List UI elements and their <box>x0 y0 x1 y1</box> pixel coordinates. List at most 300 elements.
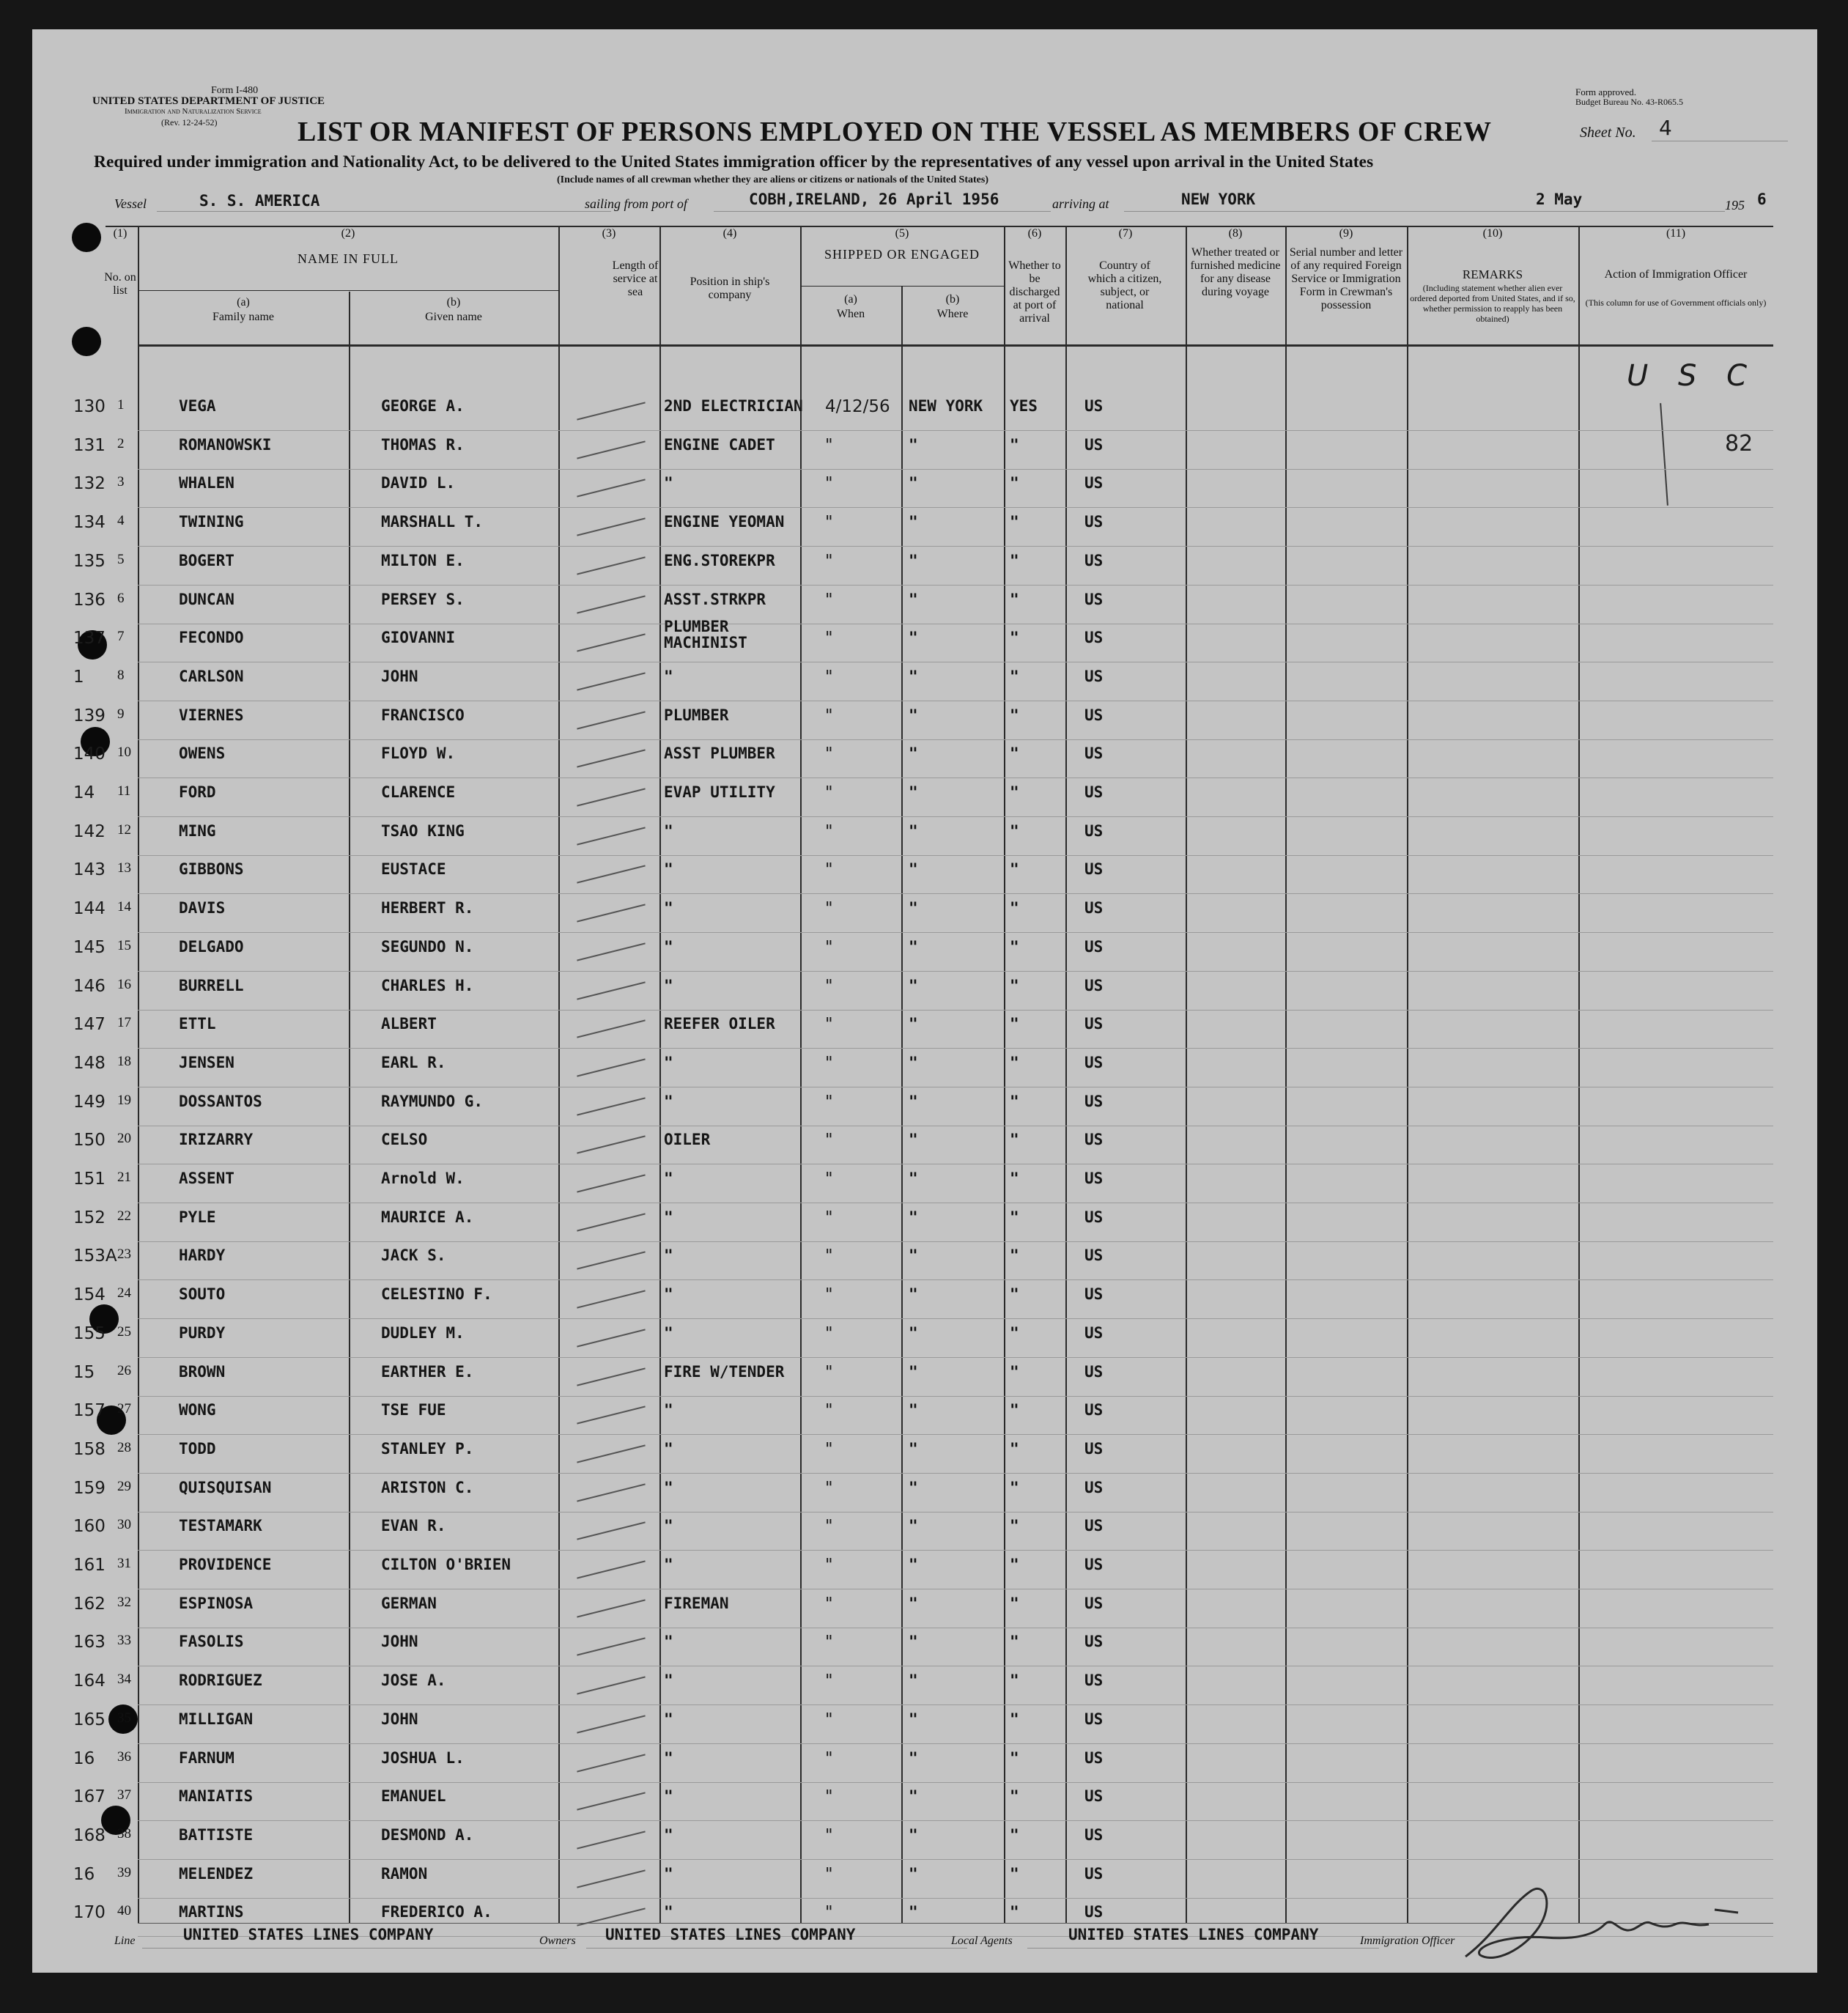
revision: (Rev. 12-24-52) <box>161 117 218 128</box>
family-name: FARNUM <box>179 1749 234 1767</box>
table-row <box>32 1051 1817 1090</box>
position: " <box>664 1710 673 1728</box>
punch-hole <box>72 223 101 252</box>
country: US <box>1084 1672 1104 1689</box>
length-of-service-mark <box>577 1213 646 1231</box>
shipped-when: " <box>825 513 833 532</box>
discharged: " <box>1010 1826 1019 1844</box>
family-name: DOSSANTOS <box>179 1093 262 1110</box>
position: " <box>664 899 673 917</box>
length-of-service-mark <box>577 1637 646 1655</box>
length-of-service-mark <box>577 711 646 729</box>
position: " <box>664 668 673 685</box>
row-reference: 136 <box>73 591 106 610</box>
col-when: When <box>836 308 865 320</box>
given-name: Arnold W. <box>381 1170 465 1187</box>
shipped-where: NEW YORK <box>909 397 983 415</box>
officer-signature <box>1451 1861 1759 1971</box>
col-where: Where <box>936 308 969 320</box>
form-approved: Form approved. <box>1575 86 1637 97</box>
given-name: JOHN <box>381 1710 418 1728</box>
given-name: JOSE A. <box>381 1672 446 1689</box>
row-reference: 131 <box>73 436 106 455</box>
given-name: EMANUEL <box>381 1787 446 1805</box>
family-name: MING <box>179 822 216 840</box>
given-name: DESMOND A. <box>381 1826 474 1844</box>
shipped-when: " <box>825 1170 833 1189</box>
discharged: " <box>1010 1246 1019 1264</box>
discharged: " <box>1010 1054 1019 1071</box>
row-reference: 155 <box>73 1324 106 1343</box>
position: " <box>664 1440 673 1458</box>
shipped-when: " <box>825 1131 833 1150</box>
discharged: " <box>1010 552 1019 569</box>
table-row <box>32 433 1817 472</box>
length-of-service-mark <box>577 1097 646 1115</box>
shipped-when: " <box>825 1595 833 1614</box>
country: US <box>1084 474 1104 492</box>
table-row <box>32 1282 1817 1321</box>
col-remarks-note: (Including statement whether alien ever ordered deported from United States, and if so, whether permission to reapply has been obtained) <box>1410 283 1575 324</box>
family-name: BROWN <box>179 1363 226 1381</box>
table-row <box>32 703 1817 742</box>
officer-label: Immigration Officer <box>1360 1935 1455 1947</box>
discharged: " <box>1010 436 1019 454</box>
row-number: 21 <box>117 1170 131 1185</box>
row-number: 18 <box>117 1054 131 1069</box>
given-name: MILTON E. <box>381 552 465 569</box>
table-row <box>32 1437 1817 1476</box>
table-row <box>32 1553 1817 1592</box>
table-row <box>32 935 1817 974</box>
given-name: JOSHUA L. <box>381 1749 465 1767</box>
row-number: 6 <box>117 591 125 606</box>
table-row <box>32 1167 1817 1205</box>
shipped-where: " <box>909 1324 918 1342</box>
shipped-where: " <box>909 1131 918 1148</box>
given-name: EARTHER E. <box>381 1363 474 1381</box>
country: US <box>1084 706 1104 724</box>
country: US <box>1084 1633 1104 1650</box>
row-reference: 163 <box>73 1633 106 1652</box>
length-of-service-mark <box>577 595 646 613</box>
given-name: MAURICE A. <box>381 1208 474 1226</box>
row-number: 9 <box>117 706 125 722</box>
length-of-service-mark <box>577 1715 646 1733</box>
given-name: TSAO KING <box>381 822 465 840</box>
discharged: " <box>1010 1401 1019 1419</box>
country: US <box>1084 1054 1104 1071</box>
shipped-when: " <box>825 1440 833 1459</box>
table-row <box>32 896 1817 935</box>
length-of-service-mark <box>577 904 646 922</box>
country: US <box>1084 1131 1104 1148</box>
family-name: VIERNES <box>179 706 244 724</box>
family-name: PYLE <box>179 1208 216 1226</box>
shipped-when: " <box>825 629 833 648</box>
agents-company: UNITED STATES LINES COMPANY <box>1068 1926 1319 1943</box>
col-serial-number: Serial number and letter of any required Foreign Service or Immigration Form in Crewman's possession <box>1289 246 1403 311</box>
family-name: BATTISTE <box>179 1826 254 1844</box>
country: US <box>1084 1749 1104 1767</box>
shipped-where: " <box>909 513 918 531</box>
table-row <box>32 1205 1817 1244</box>
position: " <box>664 1479 673 1496</box>
discharged: " <box>1010 977 1019 994</box>
row-reference: 150 <box>73 1131 106 1150</box>
sheet-number: 4 <box>1659 116 1672 140</box>
row-reference: 143 <box>73 860 106 879</box>
col-2-number: (2) <box>341 227 355 240</box>
given-name: SEGUNDO N. <box>381 938 474 956</box>
form-title: LIST OR MANIFEST OF PERSONS EMPLOYED ON THE VESSEL AS MEMBERS OF CREW <box>297 117 1492 147</box>
shipped-where: " <box>909 1517 918 1534</box>
row-number: 24 <box>117 1285 131 1301</box>
family-name: IRIZARRY <box>179 1131 254 1148</box>
shipped-where: " <box>909 860 918 878</box>
row-reference: 152 <box>73 1208 106 1227</box>
row-number: 25 <box>117 1324 131 1340</box>
col-medicine: Whether treated or furnished medicine for any disease during voyage <box>1190 246 1281 298</box>
line-label: Line <box>114 1935 136 1947</box>
row-reference: 153A <box>73 1246 117 1266</box>
length-of-service-mark <box>577 1444 646 1463</box>
agents-label: Local Agents <box>951 1935 1013 1947</box>
position: " <box>664 1556 673 1573</box>
vessel-label: Vessel <box>114 196 147 211</box>
col-where-b: (b) <box>945 293 960 306</box>
position: ENGINE YEOMAN <box>664 513 785 531</box>
row-number: 16 <box>117 977 131 992</box>
length-of-service-mark <box>577 633 646 651</box>
family-name: VEGA <box>179 397 216 415</box>
table-row <box>32 1669 1817 1707</box>
shipped-where: " <box>909 1246 918 1264</box>
position: ENG.STOREKPR <box>664 552 775 569</box>
table-row <box>32 471 1817 510</box>
row-reference: 149 <box>73 1093 106 1112</box>
shipped-where: " <box>909 1865 918 1883</box>
shipped-when: " <box>825 1208 833 1227</box>
row-number: 30 <box>117 1517 131 1532</box>
given-name: JACK S. <box>381 1246 446 1264</box>
row-reference: 146 <box>73 977 106 996</box>
family-name: MARTINS <box>179 1903 244 1921</box>
discharged: " <box>1010 1517 1019 1534</box>
discharged: " <box>1010 745 1019 762</box>
row-number: 11 <box>117 783 131 799</box>
row-reference: 145 <box>73 938 106 957</box>
col-length-of-service: Length of service at sea <box>612 259 659 298</box>
row-number: 29 <box>117 1479 131 1494</box>
shipped-where: " <box>909 822 918 840</box>
position: " <box>664 860 673 878</box>
shipped-when: " <box>825 1015 833 1034</box>
position: " <box>664 938 673 956</box>
position: " <box>664 1054 673 1071</box>
length-of-service-mark <box>577 1792 646 1810</box>
shipped-when: " <box>825 860 833 879</box>
arrival-date: 2 May <box>1536 191 1583 208</box>
discharged: " <box>1010 474 1019 492</box>
table-row <box>32 618 1817 665</box>
family-name: SOUTO <box>179 1285 226 1303</box>
family-name: DAVIS <box>179 899 226 917</box>
country: US <box>1084 1363 1104 1381</box>
family-name: TODD <box>179 1440 216 1458</box>
row-reference: 137 <box>73 629 106 648</box>
row-number: 5 <box>117 552 125 567</box>
position: 2ND ELECTRICIAN <box>664 397 803 415</box>
col-family-name: Family name <box>212 311 274 323</box>
discharged: " <box>1010 591 1019 608</box>
shipped-where: " <box>909 1633 918 1650</box>
given-name: EVAN R. <box>381 1517 446 1534</box>
budget-bureau: Budget Bureau No. 43-R065.5 <box>1575 97 1683 107</box>
shipped-where: " <box>909 552 918 569</box>
table-row <box>32 1398 1817 1437</box>
country: US <box>1084 1246 1104 1264</box>
sheet-label: Sheet No. <box>1580 125 1636 141</box>
usc-annotation: U S C <box>1627 359 1758 393</box>
shipped-when: " <box>825 1363 833 1382</box>
row-number: 23 <box>117 1246 131 1262</box>
row-number: 17 <box>117 1015 131 1030</box>
given-name: THOMAS R. <box>381 436 465 454</box>
length-of-service-mark <box>577 1599 646 1617</box>
family-name: ETTL <box>179 1015 216 1033</box>
given-name: CLARENCE <box>381 783 456 801</box>
length-of-service-mark <box>577 1869 646 1888</box>
given-name: MARSHALL T. <box>381 513 484 531</box>
discharged: " <box>1010 1440 1019 1458</box>
length-of-service-mark <box>577 1135 646 1153</box>
table-row <box>32 742 1817 780</box>
given-name: FRANCISCO <box>381 706 465 724</box>
discharged: " <box>1010 860 1019 878</box>
row-reference: 165 <box>73 1710 106 1729</box>
row-number: 15 <box>117 938 131 953</box>
country: US <box>1084 436 1104 454</box>
family-name: WHALEN <box>179 474 234 492</box>
row-reference: 16 <box>73 1749 95 1768</box>
shipped-when: " <box>825 1903 833 1922</box>
family-name: BURRELL <box>179 977 244 994</box>
col-name-in-full: NAME IN FULL <box>297 251 399 266</box>
country: US <box>1084 1170 1104 1187</box>
shipped-when: " <box>825 1324 833 1343</box>
discharged: YES <box>1010 397 1038 415</box>
shipped-where: " <box>909 1672 918 1689</box>
position: " <box>664 1865 673 1883</box>
year-prefix: 195 <box>1725 198 1745 213</box>
family-name: PURDY <box>179 1324 226 1342</box>
shipped-where: " <box>909 1054 918 1071</box>
position: " <box>664 1517 673 1534</box>
length-of-service-mark <box>577 517 646 536</box>
row-number: 12 <box>117 822 131 838</box>
given-name: RAMON <box>381 1865 428 1883</box>
given-name: FREDERICO A. <box>381 1903 492 1921</box>
row-number: 13 <box>117 860 131 876</box>
col-shipped-or-engaged: SHIPPED OR ENGAGED <box>824 247 980 262</box>
row-reference: 157 <box>73 1401 106 1420</box>
given-name: GIOVANNI <box>381 629 456 646</box>
table-row <box>32 665 1817 703</box>
table-row <box>32 1746 1817 1785</box>
shipped-when: " <box>825 1246 833 1266</box>
shipped-where: " <box>909 977 918 994</box>
position: FIREMAN <box>664 1595 729 1612</box>
length-of-service-mark <box>577 672 646 690</box>
family-name: DUNCAN <box>179 591 234 608</box>
shipped-where: " <box>909 1903 918 1921</box>
given-name: GEORGE A. <box>381 397 465 415</box>
row-reference: 151 <box>73 1170 106 1189</box>
row-reference: 135 <box>73 552 106 571</box>
given-name: CELESTINO F. <box>381 1285 492 1303</box>
family-name: PROVIDENCE <box>179 1556 272 1573</box>
shipped-when: " <box>825 1285 833 1304</box>
shipped-where: " <box>909 1595 918 1612</box>
table-row <box>32 1823 1817 1862</box>
country: US <box>1084 513 1104 531</box>
col-country: Country of which a citizen, subject, or national <box>1087 259 1162 311</box>
row-number: 4 <box>117 513 125 528</box>
form-subtitle: Required under immigration and Nationality Act, to be delivered to the United States immigration officer by the representatives of any vessel upon arrival in the United States <box>94 152 1374 171</box>
row-number: 34 <box>117 1672 131 1687</box>
shipped-where: " <box>909 668 918 685</box>
length-of-service-mark <box>577 788 646 806</box>
country: US <box>1084 938 1104 956</box>
shipped-when: " <box>825 822 833 841</box>
count-annotation: 82 <box>1725 431 1753 457</box>
owners-company: UNITED STATES LINES COMPANY <box>605 1926 856 1943</box>
country: US <box>1084 1208 1104 1226</box>
table-row <box>32 549 1817 588</box>
col-given-name: Given name <box>425 311 482 323</box>
position: " <box>664 1826 673 1844</box>
family-name: WONG <box>179 1401 216 1419</box>
row-number: 31 <box>117 1556 131 1571</box>
table-row <box>32 1090 1817 1129</box>
length-of-service-mark <box>577 1676 646 1694</box>
table-row <box>32 974 1817 1013</box>
position: " <box>664 1208 673 1226</box>
country: US <box>1084 745 1104 762</box>
row-reference: 159 <box>73 1479 106 1498</box>
discharged: " <box>1010 822 1019 840</box>
country: US <box>1084 1556 1104 1573</box>
table-row <box>32 1784 1817 1823</box>
col-no-on-list: No. on list <box>104 271 136 297</box>
country: US <box>1084 1826 1104 1844</box>
position: " <box>664 1787 673 1805</box>
col-8-number: (8) <box>1228 227 1243 240</box>
shipped-where: " <box>909 1787 918 1805</box>
country: US <box>1084 397 1104 415</box>
country: US <box>1084 1710 1104 1728</box>
row-reference: 15 <box>73 1363 95 1382</box>
shipped-when: " <box>825 1093 833 1112</box>
shipped-where: " <box>909 938 918 956</box>
arriving-label: arriving at <box>1052 196 1109 211</box>
discharged: " <box>1010 783 1019 801</box>
shipped-where: " <box>909 436 918 454</box>
country: US <box>1084 1015 1104 1033</box>
discharged: " <box>1010 1556 1019 1573</box>
row-number: 38 <box>117 1826 131 1842</box>
position: " <box>664 977 673 994</box>
punch-hole <box>72 327 101 356</box>
position: " <box>664 1401 673 1419</box>
row-reference: 167 <box>73 1787 106 1806</box>
position: " <box>664 1246 673 1264</box>
given-name: STANLEY P. <box>381 1440 474 1458</box>
given-name: CHARLES H. <box>381 977 474 994</box>
country: US <box>1084 629 1104 646</box>
length-of-service-mark <box>577 827 646 845</box>
family-name: TESTAMARK <box>179 1517 262 1534</box>
position: ASST PLUMBER <box>664 745 775 762</box>
row-reference: 164 <box>73 1672 106 1691</box>
family-name: RODRIGUEZ <box>179 1672 262 1689</box>
given-name: EARL R. <box>381 1054 446 1071</box>
given-name: GERMAN <box>381 1595 437 1612</box>
discharged: " <box>1010 1363 1019 1381</box>
row-number: 27 <box>117 1401 131 1417</box>
country: US <box>1084 1440 1104 1458</box>
shipped-when: " <box>825 668 833 687</box>
discharged: " <box>1010 1131 1019 1148</box>
col-7-number: (7) <box>1118 227 1133 240</box>
row-number: 36 <box>117 1749 131 1765</box>
shipped-when: " <box>825 1865 833 1884</box>
country: US <box>1084 1401 1104 1419</box>
row-reference: 154 <box>73 1285 106 1304</box>
table-row <box>32 1321 1817 1360</box>
row-number: 39 <box>117 1865 131 1880</box>
length-of-service-mark <box>577 556 646 575</box>
arriving-at: NEW YORK <box>1181 191 1256 208</box>
shipped-where: " <box>909 783 918 801</box>
family-name: FECONDO <box>179 629 244 646</box>
given-name: JOHN <box>381 668 418 685</box>
discharged: " <box>1010 629 1019 646</box>
country: US <box>1084 899 1104 917</box>
family-name: ESPINOSA <box>179 1595 254 1612</box>
given-name: PERSEY S. <box>381 591 465 608</box>
shipped-where: " <box>909 1363 918 1381</box>
discharged: " <box>1010 1903 1019 1921</box>
shipped-where: " <box>909 706 918 724</box>
table-row <box>32 1592 1817 1630</box>
country: US <box>1084 1595 1104 1612</box>
country: US <box>1084 822 1104 840</box>
country: US <box>1084 977 1104 994</box>
row-number: 1 <box>117 397 125 413</box>
row-reference: 168 <box>73 1826 106 1845</box>
table-row <box>32 1360 1817 1399</box>
col-remarks: REMARKS <box>1462 267 1523 281</box>
row-reference: 148 <box>73 1054 106 1073</box>
length-of-service-mark <box>577 981 646 1000</box>
row-reference: 132 <box>73 474 106 493</box>
family-name: MELENDEZ <box>179 1865 254 1883</box>
position: PLUMBER <box>664 706 729 724</box>
given-name: DUDLEY M. <box>381 1324 465 1342</box>
family-name: OWENS <box>179 745 226 762</box>
